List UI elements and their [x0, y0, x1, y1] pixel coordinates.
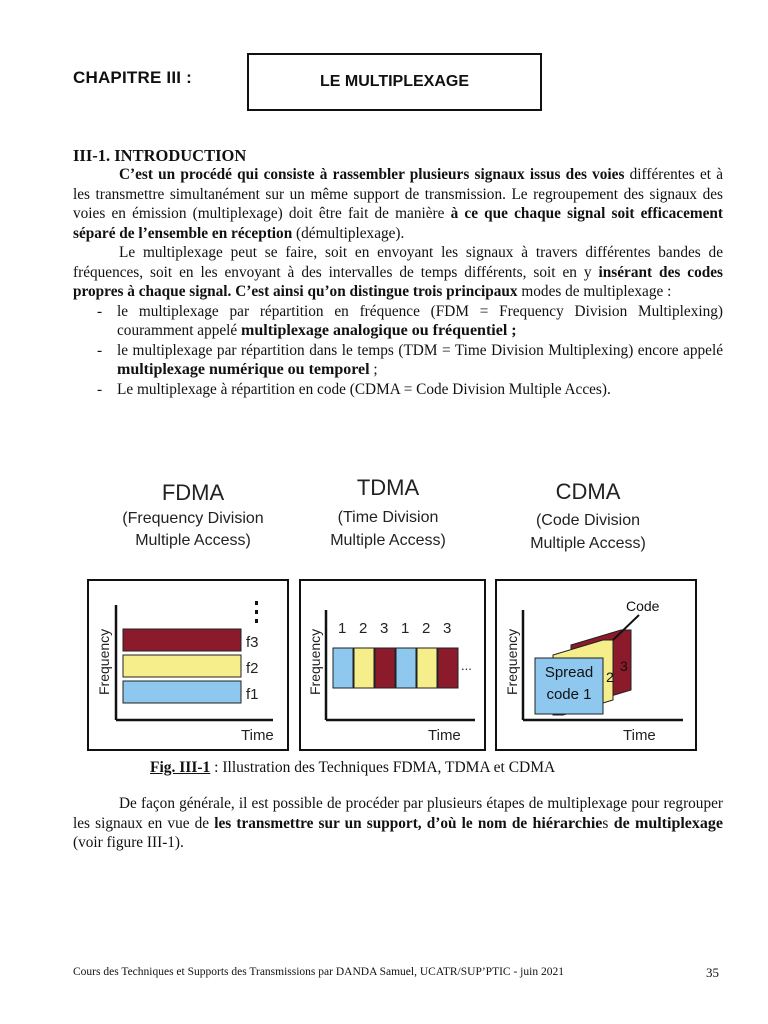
cdma-axis-frequency: Frequency — [504, 628, 520, 695]
fdma-band-f2 — [123, 655, 241, 677]
mode-list — [73, 302, 723, 400]
chapter-title: LE MULTIPLEXAGE — [319, 73, 470, 90]
cdma-sub2: Multiple Access) — [530, 535, 646, 552]
footer-credits: Cours des Techniques et Supports des Transmissions par DANDA Samuel, UCATR/SUP’PTIC - juin 2021 — [73, 966, 564, 978]
bullet-dash: - — [97, 380, 103, 398]
tdma-slot-label: 1 — [401, 620, 410, 637]
closing-text — [73, 794, 723, 853]
p1-bold-end: à ce que chaque signal soit efficacement séparé de l’ensemble en réception — [73, 205, 724, 242]
page-number: 35 — [706, 965, 719, 980]
fdma-label-f3: f3 — [246, 634, 259, 651]
fdma-panel — [88, 580, 288, 750]
list-item — [73, 302, 723, 341]
figure-caption — [150, 759, 555, 777]
tdma-sub2: Multiple Access) — [330, 532, 446, 549]
cdma-sub1: (Code Division — [535, 512, 641, 529]
fdma-sub1: (Frequency Division — [122, 510, 264, 527]
tdma-slot-label: 1 — [338, 620, 347, 637]
tdma-slot-label: 2 — [422, 620, 431, 637]
tdma-slot — [375, 648, 395, 688]
tdma-slot — [438, 648, 458, 688]
bullet-bold: multiplexage analogique ou fréquentiel ; — [241, 322, 517, 339]
bullet-dash: - — [97, 302, 103, 320]
tdma-slot — [333, 648, 353, 688]
tdma-slot — [354, 648, 374, 688]
tdma-axis-time: Time — [428, 727, 461, 744]
cdma-panel — [496, 580, 696, 750]
chapter-label: CHAPITRE III : — [73, 68, 192, 87]
cdma-code3-label: 3 — [620, 658, 628, 674]
p3-bold3: de multiplexage — [608, 814, 723, 832]
bullet-dash: - — [97, 341, 103, 359]
fdma-axis-frequency: Frequency — [96, 628, 112, 695]
p3-end: (voir figure III-1). — [73, 834, 184, 851]
fdma-band-f3 — [123, 629, 241, 651]
fdma-label-f2: f2 — [246, 660, 259, 677]
p3-bold1: les transmettre sur un support, d’où le nom de — [214, 814, 528, 832]
cdma-code-axis-label: Code — [626, 598, 660, 614]
paragraph-1 — [73, 165, 723, 243]
tdma-slot-label: 2 — [359, 620, 368, 637]
cdma-title: CDMA — [555, 479, 621, 504]
tdma-continuation: ... — [461, 658, 472, 673]
tdma-title: TDMA — [356, 475, 420, 500]
section-heading: III-1. INTRODUCTION — [73, 146, 247, 165]
fdma-vertical-dots — [255, 601, 258, 623]
tdma-sub1: (Time Division — [337, 509, 439, 526]
cdma-code2-label: 2 — [606, 669, 614, 685]
p3-start: De façon générale, il est possible de procéder par plusieurs étapes de multiplexage pour regrouper les signaux en vue de — [73, 795, 723, 832]
p2-bold: insérant des codes propres à chaque signal. C’est ainsi qu’on distingue trois principaux — [73, 263, 723, 300]
intro-text — [73, 165, 723, 399]
figure-reference: Fig. III-1 — [150, 759, 211, 776]
tdma-slot-label: 3 — [443, 620, 452, 637]
fdma-sub2: Multiple Access) — [135, 532, 251, 549]
fdma-label-f1: f1 — [246, 686, 259, 703]
caption-text: : Illustration des Techniques FDMA, TDMA et CDMA — [210, 759, 556, 776]
cdma-spread-label-2: code 1 — [546, 686, 592, 703]
figure-fdma-tdma-cdma — [83, 465, 703, 760]
figure-svg — [83, 465, 703, 760]
p3-bold2: hiérarchie — [527, 814, 603, 832]
p1-bold-start: C’est un procédé qui consiste à rassembler plusieurs signaux issus des voies — [119, 166, 625, 183]
bullet-text: Le multiplexage à répartition en code (CDMA = Code Division Multiple Acces). — [117, 380, 611, 398]
list-item — [73, 341, 723, 380]
list-item — [73, 380, 723, 400]
p1-mid: différentes et à les transmettre simultanément sur un même support de transmission. Le regroupement des signaux des voies en émission (multiplexage) doit être fait de manière — [73, 166, 723, 222]
tdma-slot-label: 3 — [380, 620, 389, 637]
tdma-slot — [417, 648, 437, 688]
p3-normal-s: s — [602, 814, 609, 832]
paragraph-3 — [73, 794, 723, 853]
p2-end: modes de multiplexage : — [517, 283, 672, 300]
fdma-axis-time: Time — [241, 727, 274, 744]
bullet-text: le multiplexage par répartition dans le temps (TDM = Time Division Multiplexing) encore appelé — [117, 341, 723, 359]
tdma-axis-frequency: Frequency — [307, 628, 323, 695]
bullet-after: ; — [369, 361, 378, 378]
paragraph-2 — [73, 243, 723, 302]
p2-start: Le multiplexage peut se faire, soit en envoyant les signaux à travers différentes bandes de fréquences, soit en les envoyant à des intervalles de temps différents, soit en y — [73, 244, 723, 281]
tdma-slot — [396, 648, 416, 688]
cdma-spread-label-1: Spread — [544, 664, 594, 681]
fdma-title: FDMA — [161, 480, 225, 505]
chapter-title-box — [247, 53, 542, 111]
bullet-bold: multiplexage numérique ou temporel — [117, 361, 370, 378]
cdma-axis-time: Time — [623, 727, 656, 744]
fdma-band-f1 — [123, 681, 241, 703]
p1-end: (démultiplexage). — [292, 224, 405, 242]
tdma-panel — [300, 580, 485, 750]
bullet-text: le multiplexage par répartition en fréquence (FDM = Frequency Division Multiplexing) couramment appelé — [117, 302, 723, 339]
